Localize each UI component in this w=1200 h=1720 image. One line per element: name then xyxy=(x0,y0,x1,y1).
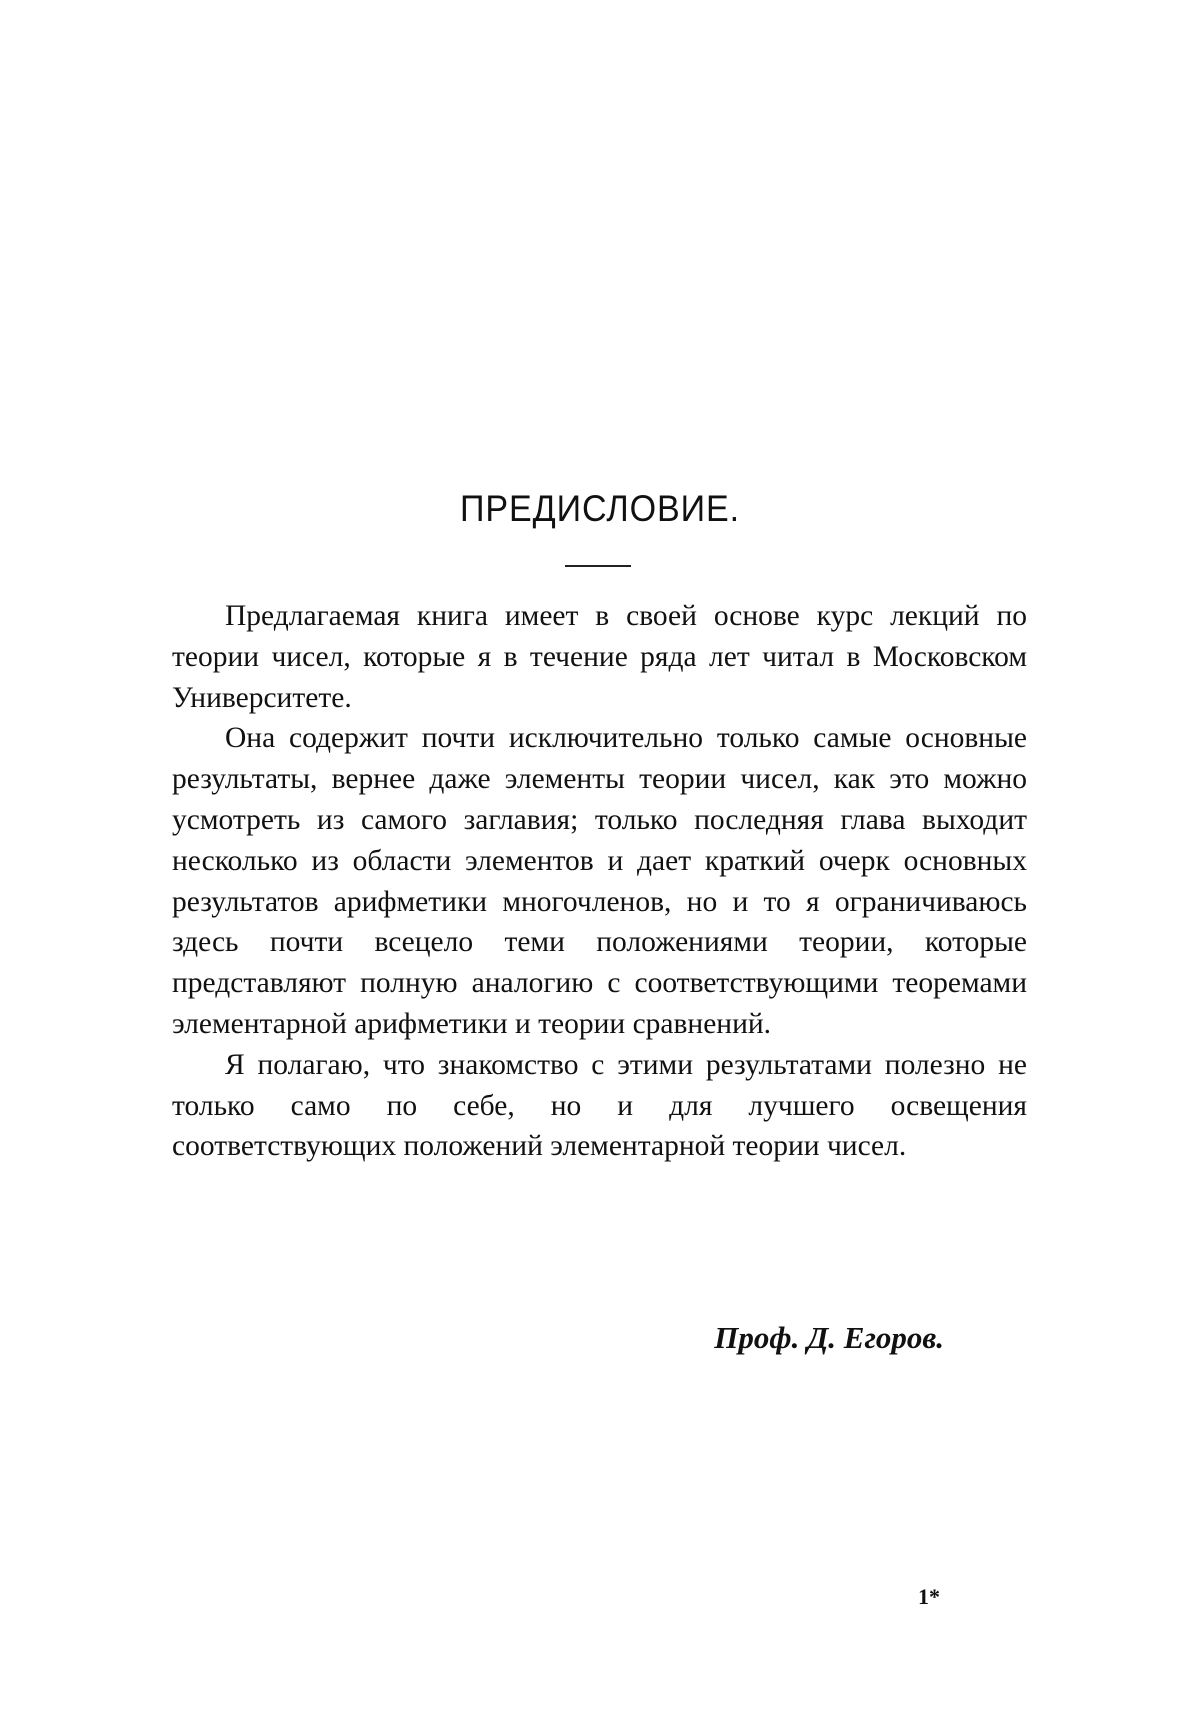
page-folio: 1* xyxy=(918,1584,940,1609)
author-signature: Проф. Д. Егоров. xyxy=(714,1320,944,1355)
paragraph-3: Я полагаю, что знакомство с этими результатами полезно не только само по себе, но и для лучшего освещения соответствующих положений элементарной теории чисел. xyxy=(172,1048,1027,1163)
title-divider xyxy=(565,565,631,567)
paragraph-1: Предлагаемая книга имеет в своей основе курс лекций по теории чисел, которые я в течение ряда лет читал в Московском Университете. xyxy=(172,600,1027,714)
paragraph-2: Она содержит почти исключительно только самые основные результаты, вернее даже элементы теории чисел, как это можно усмотреть из самого заглавия; только последняя глава выходит несколько из области элементов и дает краткий очерк основных результатов арифметики многочленов, но и то я ограничиваюсь здесь почти всецело теми положениями теории, которые представляют полную аналогию с соответствующими теоремами элементарной арифметики и теории сравнений. xyxy=(172,722,1027,1040)
page-title: ПРЕДИСЛОВИЕ. xyxy=(459,488,741,529)
preface-body xyxy=(172,596,1027,1167)
